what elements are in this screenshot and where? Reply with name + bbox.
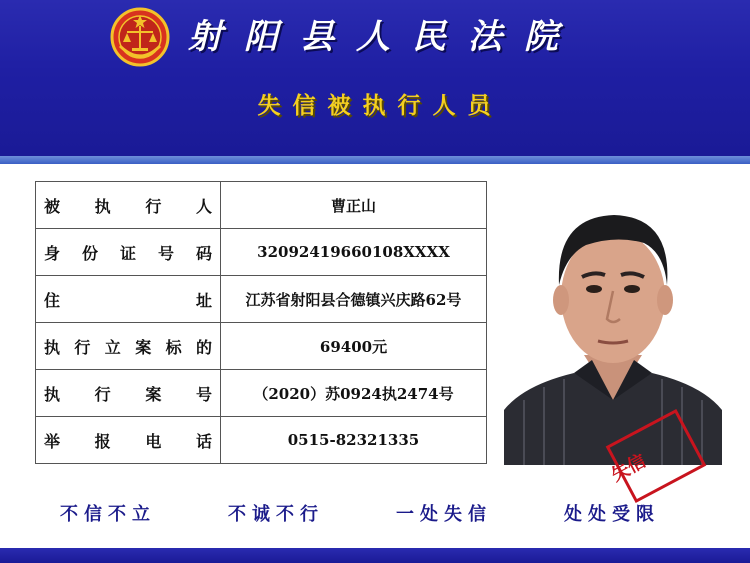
row-label: 举报电话 — [36, 417, 221, 464]
court-emblem-icon — [110, 6, 170, 68]
row-label: 执行立案标的 — [36, 323, 221, 370]
slogan-item: 一处失信 — [396, 504, 492, 525]
row-value: 0515-82321335 — [221, 417, 487, 464]
table-row — [36, 370, 487, 417]
dishonest-stamp — [600, 412, 710, 507]
row-label: 被执行人 — [36, 182, 221, 229]
footer-bar — [0, 548, 750, 563]
header-divider — [0, 156, 750, 164]
row-label: 执行案号 — [36, 370, 221, 417]
slogan-item: 不诚不行 — [228, 504, 324, 525]
header-banner — [0, 0, 750, 156]
stamp-text: 失信 — [607, 450, 650, 487]
table-row — [36, 276, 487, 323]
table-row — [36, 182, 487, 229]
table-row — [36, 323, 487, 370]
row-label: 住址 — [36, 276, 221, 323]
table-row — [36, 417, 487, 464]
row-value: 69400元 — [221, 323, 487, 370]
table-row — [36, 229, 487, 276]
court-name: 射阳县人民法院 — [188, 17, 580, 57]
slogan-item: 不信不立 — [60, 504, 156, 525]
debtor-info-table — [35, 181, 487, 464]
slogan-item: 处处受限 — [564, 504, 660, 525]
slogan-row — [60, 498, 660, 532]
page-subtitle: 失信被执行人员 — [257, 93, 503, 119]
row-value: 曹正山 — [221, 182, 487, 229]
row-value: 32092419660108XXXX — [221, 229, 487, 276]
row-value: 江苏省射阳县合德镇兴庆路62号 — [221, 276, 487, 323]
row-value: （2020）苏0924执2474号 — [221, 370, 487, 417]
row-label: 身份证号码 — [36, 229, 221, 276]
